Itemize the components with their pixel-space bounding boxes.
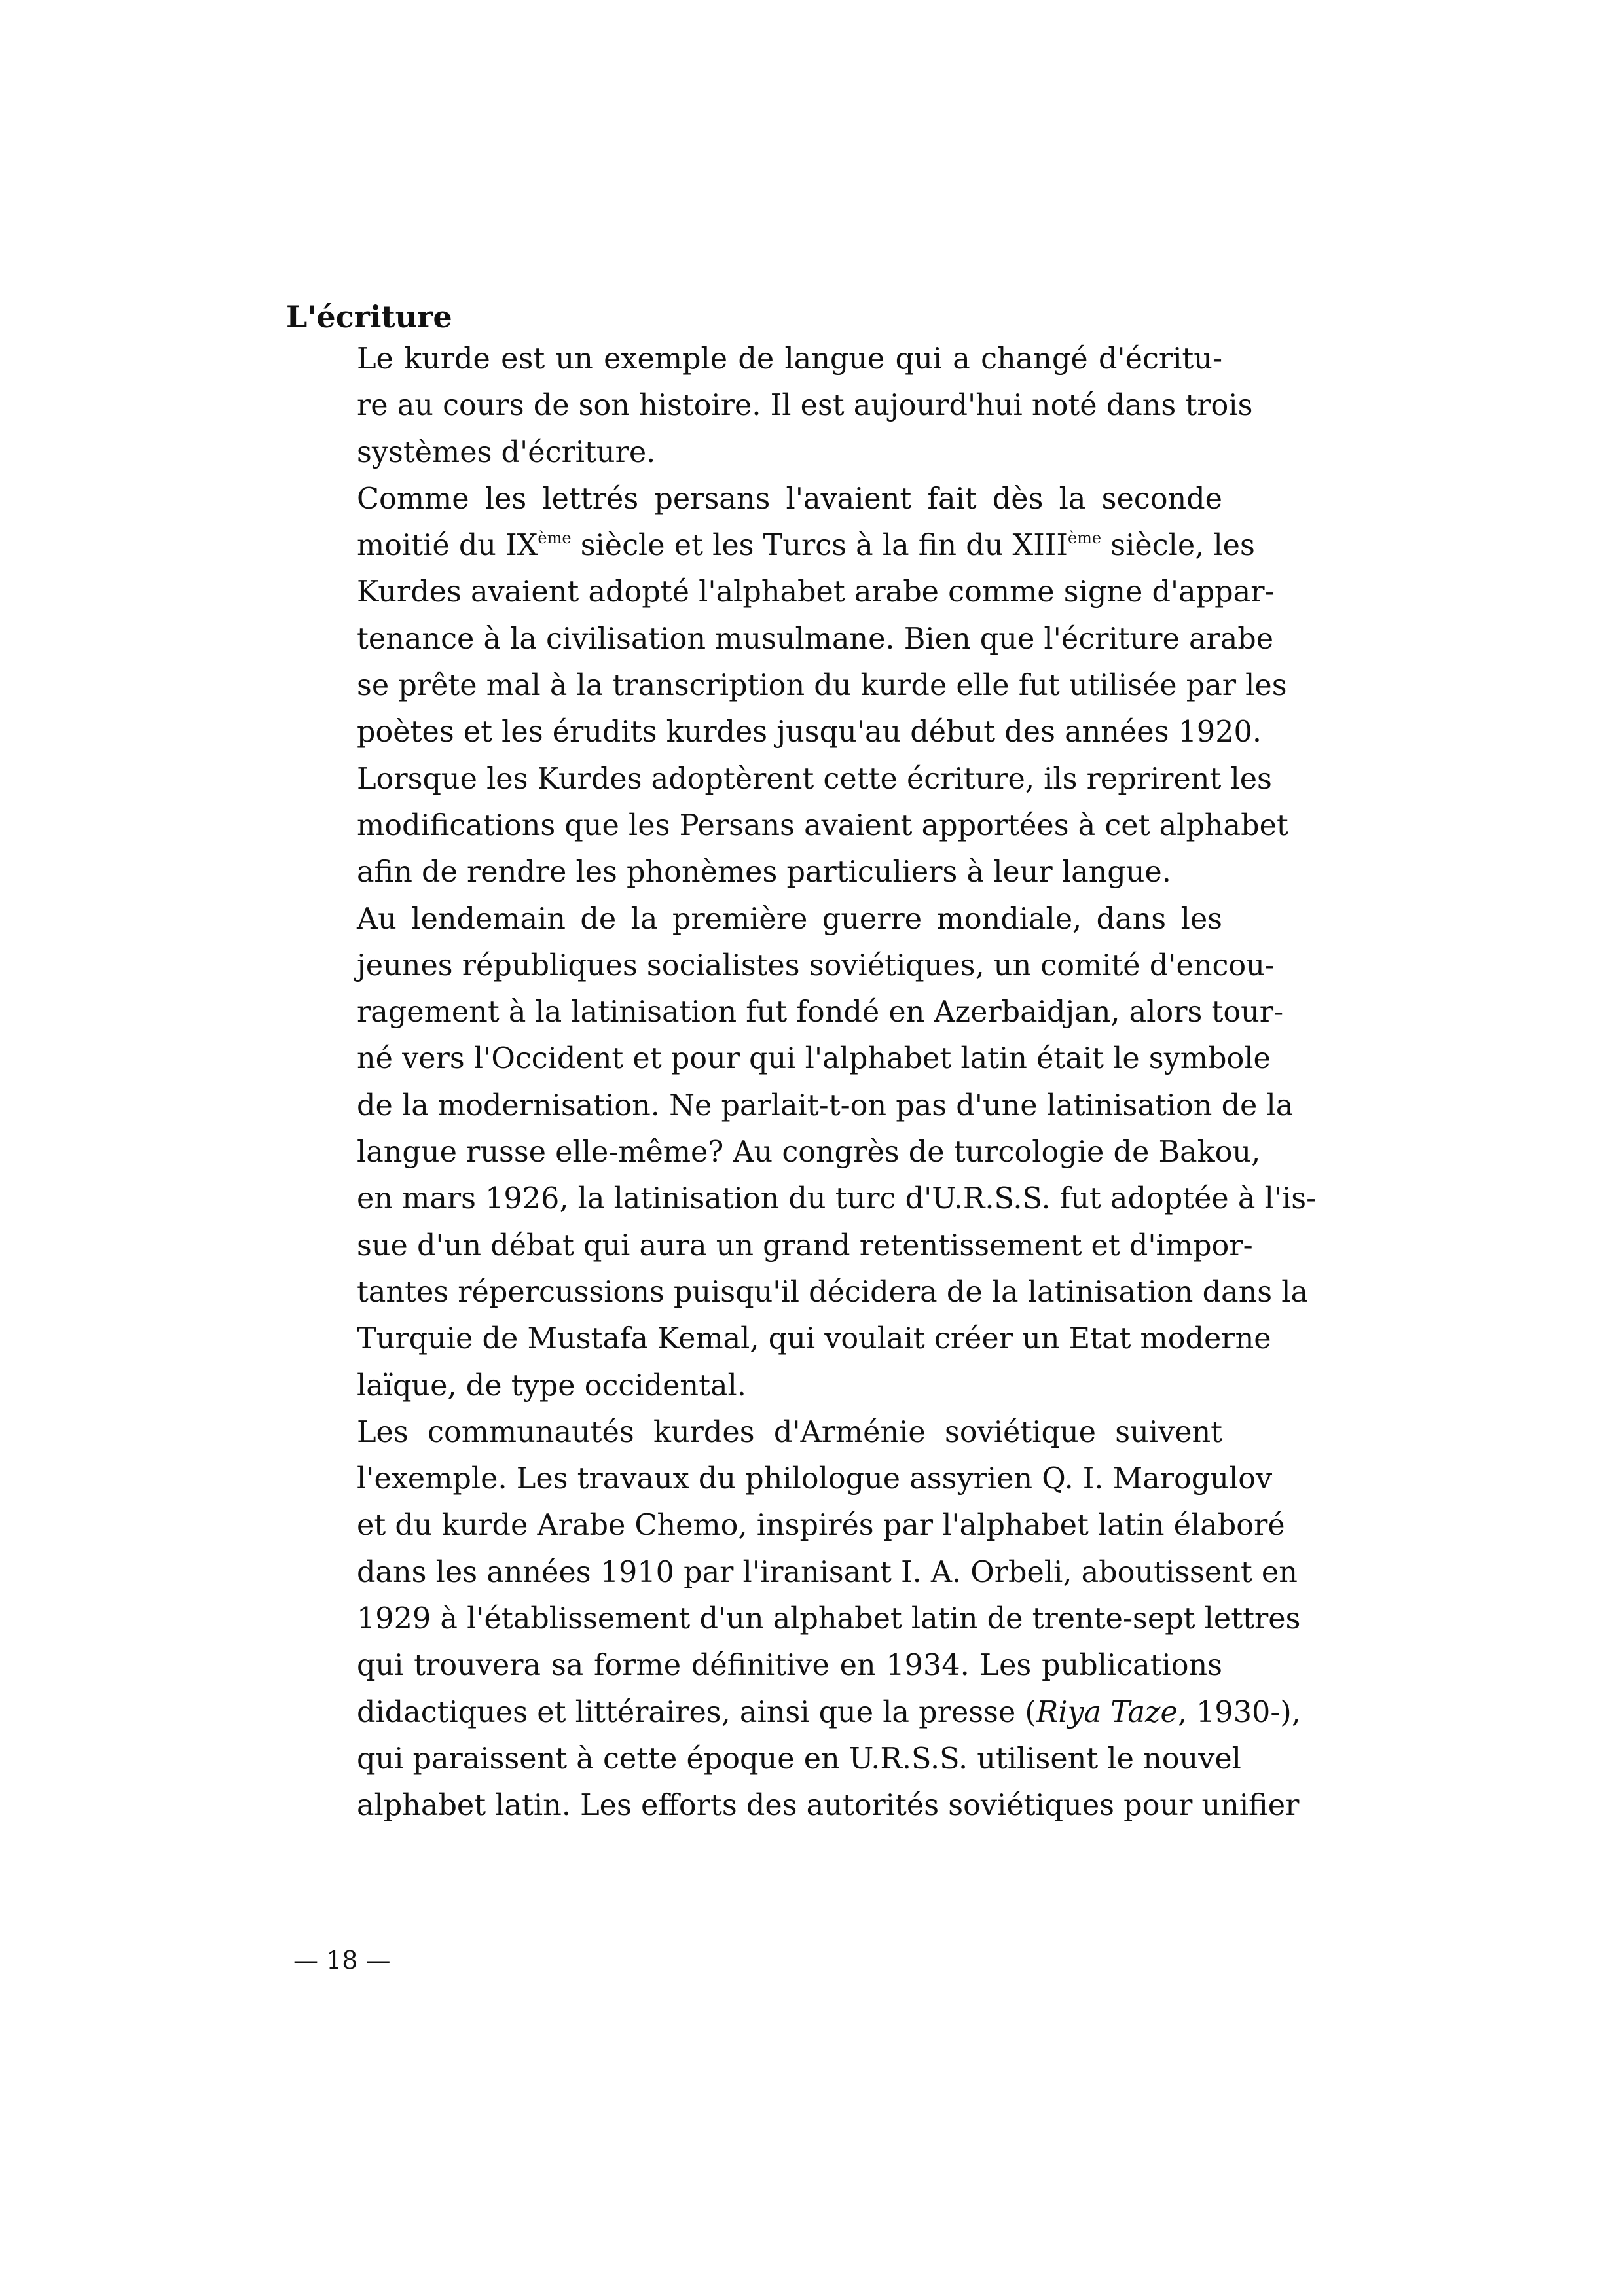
periodical-title: Riya Taze xyxy=(1036,1695,1178,1729)
text-line: afin de rendre les phonèmes particuliers à leur langue. xyxy=(357,855,1171,889)
text-line-with-superscripts xyxy=(286,522,1255,569)
paragraph-3 xyxy=(286,896,1317,1409)
text-line-with-title xyxy=(286,1689,1301,1736)
text-run: siècle, les xyxy=(1101,529,1255,563)
text-line: tantes répercussions puisqu'il décidera de la latinisation dans la xyxy=(357,1275,1308,1309)
text-block xyxy=(286,298,1317,1829)
text-line: qui trouvera sa forme définitive en 1934. Les publications xyxy=(357,1649,1222,1683)
text-line: sue d'un débat qui aura un grand retentissement et d'impor- xyxy=(357,1229,1253,1263)
text-line: jeunes républiques socialistes soviétiques, un comité d'encou- xyxy=(357,948,1275,982)
text-line: né vers l'Occident et pour qui l'alphabet latin était le symbole xyxy=(357,1042,1271,1076)
paragraph-1 xyxy=(286,336,1253,476)
text-run: didactiques et littéraires, ainsi que la presse ( xyxy=(357,1695,1036,1729)
text-line: laïque, de type occidental. xyxy=(357,1369,746,1403)
text-line: langue russe elle-même? Au congrès de turcologie de Bakou, xyxy=(357,1136,1261,1170)
text-line: systèmes d'écriture. xyxy=(357,435,656,469)
text-line: 1929 à l'établissement d'un alphabet latin de trente-sept lettres xyxy=(357,1602,1301,1636)
page-number: — 18 — xyxy=(293,1946,391,1975)
text-line: alphabet latin. Les efforts des autorités soviétiques pour unifier xyxy=(357,1789,1300,1823)
text-line: Le kurde est un exemple de langue qui a changé d'écritu- xyxy=(357,342,1222,376)
section-heading: L'écriture xyxy=(286,299,452,334)
text-line: modifications que les Persans avaient apportées à cet alphabet xyxy=(357,808,1288,842)
text-run: , 1930-), xyxy=(1177,1695,1301,1729)
ordinal-superscript: ème xyxy=(538,529,572,548)
text-line: ragement à la latinisation fut fondé en Azerbaidjan, alors tour- xyxy=(357,996,1284,1030)
text-line: re au cours de son histoire. Il est aujourd'hui noté dans trois xyxy=(357,389,1253,423)
text-line: Lorsque les Kurdes adoptèrent cette écriture, ils reprirent les xyxy=(357,762,1272,796)
text-run: moitié du IX xyxy=(357,529,538,563)
text-line: Au lendemain de la première guerre mondiale, dans les xyxy=(357,902,1222,936)
text-line: de la modernisation. Ne parlait-t-on pas d'une latinisation de la xyxy=(357,1088,1294,1122)
text-line: en mars 1926, la latinisation du turc d'U.R.S.S. fut adoptée à l'is- xyxy=(357,1182,1317,1216)
text-line: l'exemple. Les travaux du philologue assyrien Q. I. Marogulov xyxy=(357,1462,1273,1496)
text-line: se prête mal à la transcription du kurde elle fut utilisée par les xyxy=(357,669,1287,703)
paragraph-4 xyxy=(286,1409,1301,1829)
text-line: tenance à la civilisation musulmane. Bien que l'écriture arabe xyxy=(357,622,1274,656)
ordinal-superscript: ème xyxy=(1067,529,1102,548)
text-line: dans les années 1910 par l'iranisant I. A. Orbeli, aboutissent en xyxy=(357,1555,1298,1589)
text-line: et du kurde Arabe Chemo, inspirés par l'alphabet latin élaboré xyxy=(357,1509,1285,1543)
text-run: siècle et les Turcs à la fin du XIII xyxy=(571,529,1068,563)
paragraph-2 xyxy=(286,476,1288,896)
text-line: poètes et les érudits kurdes jusqu'au début des années 1920. xyxy=(357,715,1262,749)
text-line: Comme les lettrés persans l'avaient fait dès la seconde xyxy=(357,482,1222,516)
text-line: Les communautés kurdes d'Arménie soviétique suivent xyxy=(357,1415,1222,1449)
text-line: qui paraissent à cette époque en U.R.S.S. utilisent le nouvel xyxy=(357,1742,1241,1776)
text-line: Kurdes avaient adopté l'alphabet arabe comme signe d'appar- xyxy=(357,575,1275,609)
text-line: Turquie de Mustafa Kemal, qui voulait créer un Etat moderne xyxy=(357,1322,1271,1356)
